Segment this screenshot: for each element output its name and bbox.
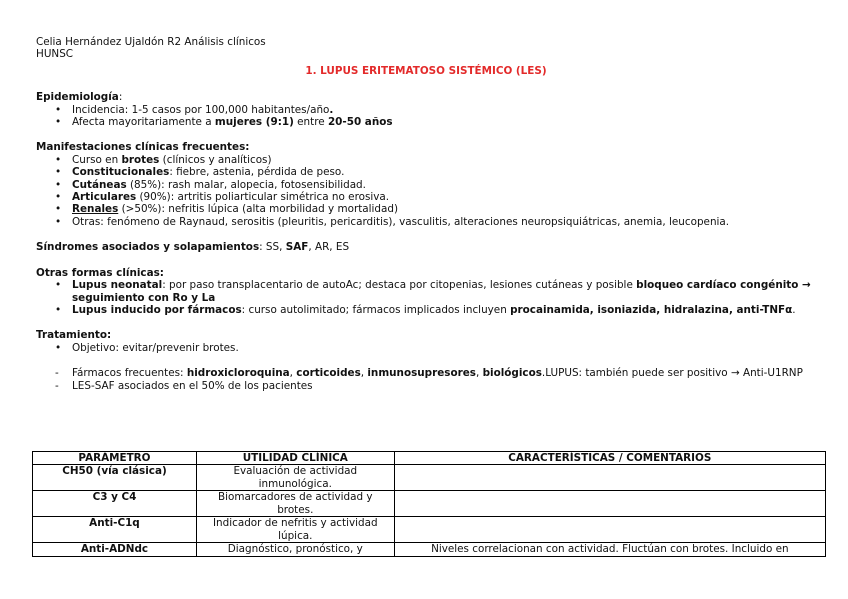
hospital-name: HUNSC [36,48,74,61]
table-row [33,543,826,556]
list-item: • Otras: fenómeno de Raynaud, serositis (pleuritis, pericarditis), vasculitis, alteraciones neuropsiquiátricas, anemia, leucopenia. [36,216,816,228]
table-header-row [33,452,826,465]
table-row [33,517,826,543]
document-page [36,36,816,392]
table-cell [394,465,825,491]
list-item: - LES-SAF asociados en el 50% de los pacientes [36,380,816,392]
list-item: • Cutáneas (85%): rash malar, alopecia, fotosensibilidad. [36,179,816,191]
column-header: PARÁMETRO [33,452,197,465]
manifestaciones-heading: Manifestaciones clínicas frecuentes: [36,141,250,154]
otras-formas-section [36,267,816,317]
table-cell [394,491,825,517]
tratamiento-heading: Tratamiento: [36,329,112,342]
table-cell: Evaluación de actividad inmunológica. [196,465,394,491]
parametros-table [32,451,826,557]
list-item: • Constitucionales: fiebre, astenia, pérdida de peso. [36,166,816,178]
epidemiologia-section [36,91,816,128]
table-row [33,465,826,491]
epidemiologia-heading: Epidemiología: [36,91,123,104]
list-item: • Afecta mayoritariamente a mujeres (9:1) entre 20-50 años [36,116,816,128]
otras-formas-heading: Otras formas clínicas: [36,266,164,279]
table-cell [394,517,825,543]
section-title: 1. LUPUS ERITEMATOSO SISTÉMICO (LES) [305,64,547,77]
author-line: Celia Hernández Ujaldón R2 Análisis clínicos [36,36,266,48]
table-cell: C3 y C4 [33,491,197,517]
manifestaciones-section [36,141,816,228]
table-cell: Indicador de nefritis y actividad lúpica. [196,517,394,543]
table-cell: CH50 (vía clásica) [33,465,197,491]
sindromes-section: Síndromes asociados y solapamientos: SS, SAF, AR, ES [36,241,350,254]
list-item: - Fármacos frecuentes: hidroxicloroquina, corticoides, inmunosupresores, biológicos.LUPUS: también puede ser positivo → Anti-U1RNP [36,367,816,379]
table-cell: Diagnóstico, pronóstico, y [196,543,394,556]
table-cell: Biomarcadores de actividad y brotes. [196,491,394,517]
list-item: • Articulares (90%): artritis poliarticular simétrica no erosiva. [36,191,816,203]
table-cell: Anti-C1q [33,517,197,543]
list-item: • Objetivo: evitar/prevenir brotes. [36,342,816,354]
list-item: • Lupus inducido por fármacos: curso autolimitado; fármacos implicados incluyen procainamida, isoniazida, hidralazina, anti-TNFα. [36,304,816,316]
list-item: • Incidencia: 1-5 casos por 100,000 habitantes/año. [36,104,816,116]
list-item: • Renales (>50%): nefritis lúpica (alta morbilidad y mortalidad) [36,203,816,215]
table-row [33,491,826,517]
table-cell: Niveles correlacionan con actividad. Fluctúan con brotes. Incluido en [394,543,825,556]
column-header: UTILIDAD CLÍNICA [196,452,394,465]
list-item: • Lupus neonatal: por paso transplacentario de autoAc; destaca por citopenias, lesiones cutáneas y posible bloqueo cardíaco congénito → seguimiento con Ro y La [36,279,816,304]
tratamiento-section [36,329,816,392]
list-item: • Curso en brotes (clínicos y analíticos) [36,154,816,166]
table-cell: Anti-ADNdc [33,543,197,556]
column-header: CARACTERÍSTICAS / COMENTARIOS [394,452,825,465]
